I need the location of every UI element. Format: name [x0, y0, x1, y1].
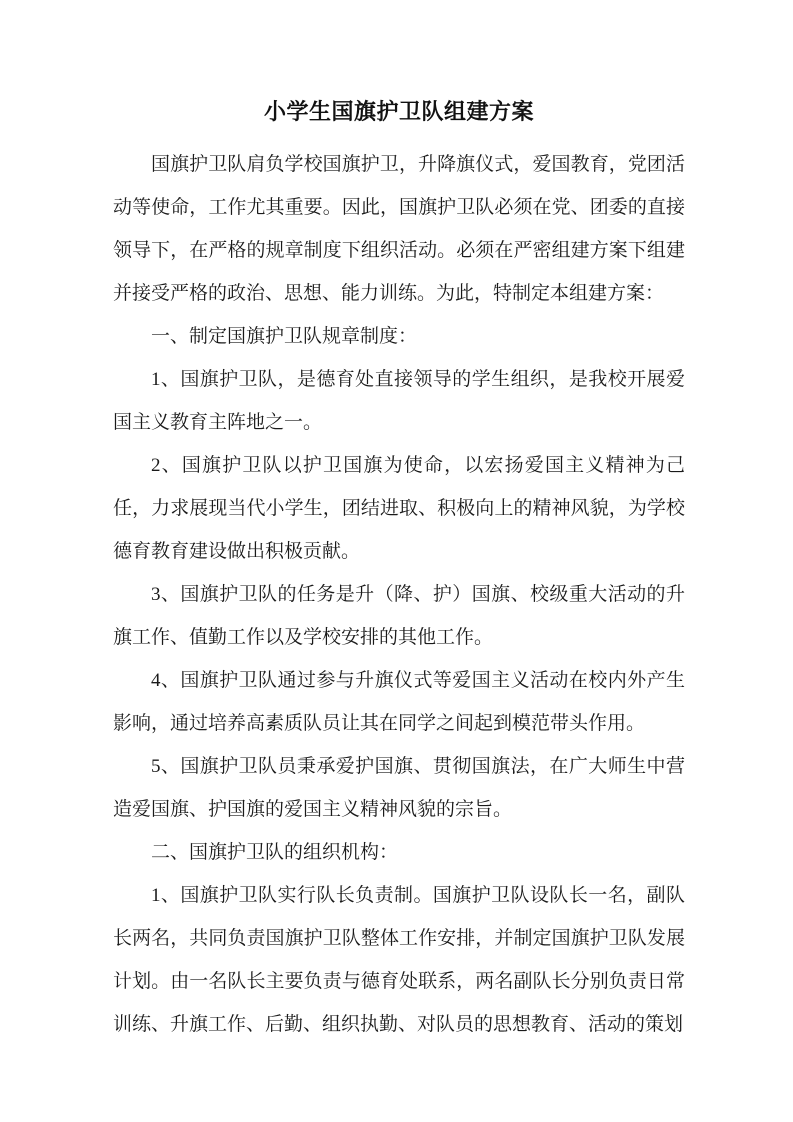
paragraph-intro: 国旗护卫队肩负学校国旗护卫，升降旗仪式，爱国教育，党团活动等使命，工作尤其重要。因此，国旗护卫队必须在党、团委的直接领导下，在严格的规章制度下组织活动。必须在严密组建方案下组建并接受严格的政治、思想、能力训练。为此，特制定本组建方案： — [113, 154, 685, 304]
paragraph-section1-item5: 5、国旗护卫队员秉承爱护国旗、贯彻国旗法，在广大师生中营造爱国旗、护国旗的爱国主义精神风貌的宗旨。 — [113, 756, 685, 820]
paragraph-section1-item3: 3、国旗护卫队的任务是升（降、护）国旗、校级重大活动的升旗工作、值勤工作以及学校安排的其他工作。 — [113, 584, 685, 648]
paragraph-section1-item4: 4、国旗护卫队通过参与升旗仪式等爱国主义活动在校内外产生影响，通过培养高素质队员让其在同学之间起到模范带头作用。 — [113, 670, 685, 734]
document-title: 小学生国旗护卫队组建方案 — [263, 99, 534, 124]
paragraph-section1-item1: 1、国旗护卫队，是德育处直接领导的学生组织，是我校开展爱国主义教育主阵地之一。 — [113, 369, 685, 433]
document-body — [113, 143, 685, 1046]
heading-section-1: 一、制定国旗护卫队规章制度： — [151, 326, 418, 347]
heading-section-2: 二、国旗护卫队的组织机构： — [151, 842, 399, 863]
paragraph-section2-item1: 1、国旗护卫队实行队长负责制。国旗护卫队设队长一名，副队长两名，共同负责国旗护卫队整体工作安排，并制定国旗护卫队发展计划。由一名队长主要负责与德育处联系，两名副队长分别负责日常训练、升旗工作、后勤、组织执勤、对队员的思想教育、活动的策划 — [113, 885, 685, 1035]
paragraph-section1-item2: 2、国旗护卫队以护卫国旗为使命，以宏扬爱国主义精神为己任，力求展现当代小学生，团结进取、积极向上的精神风貌，为学校德育教育建设做出积极贡献。 — [113, 455, 685, 562]
